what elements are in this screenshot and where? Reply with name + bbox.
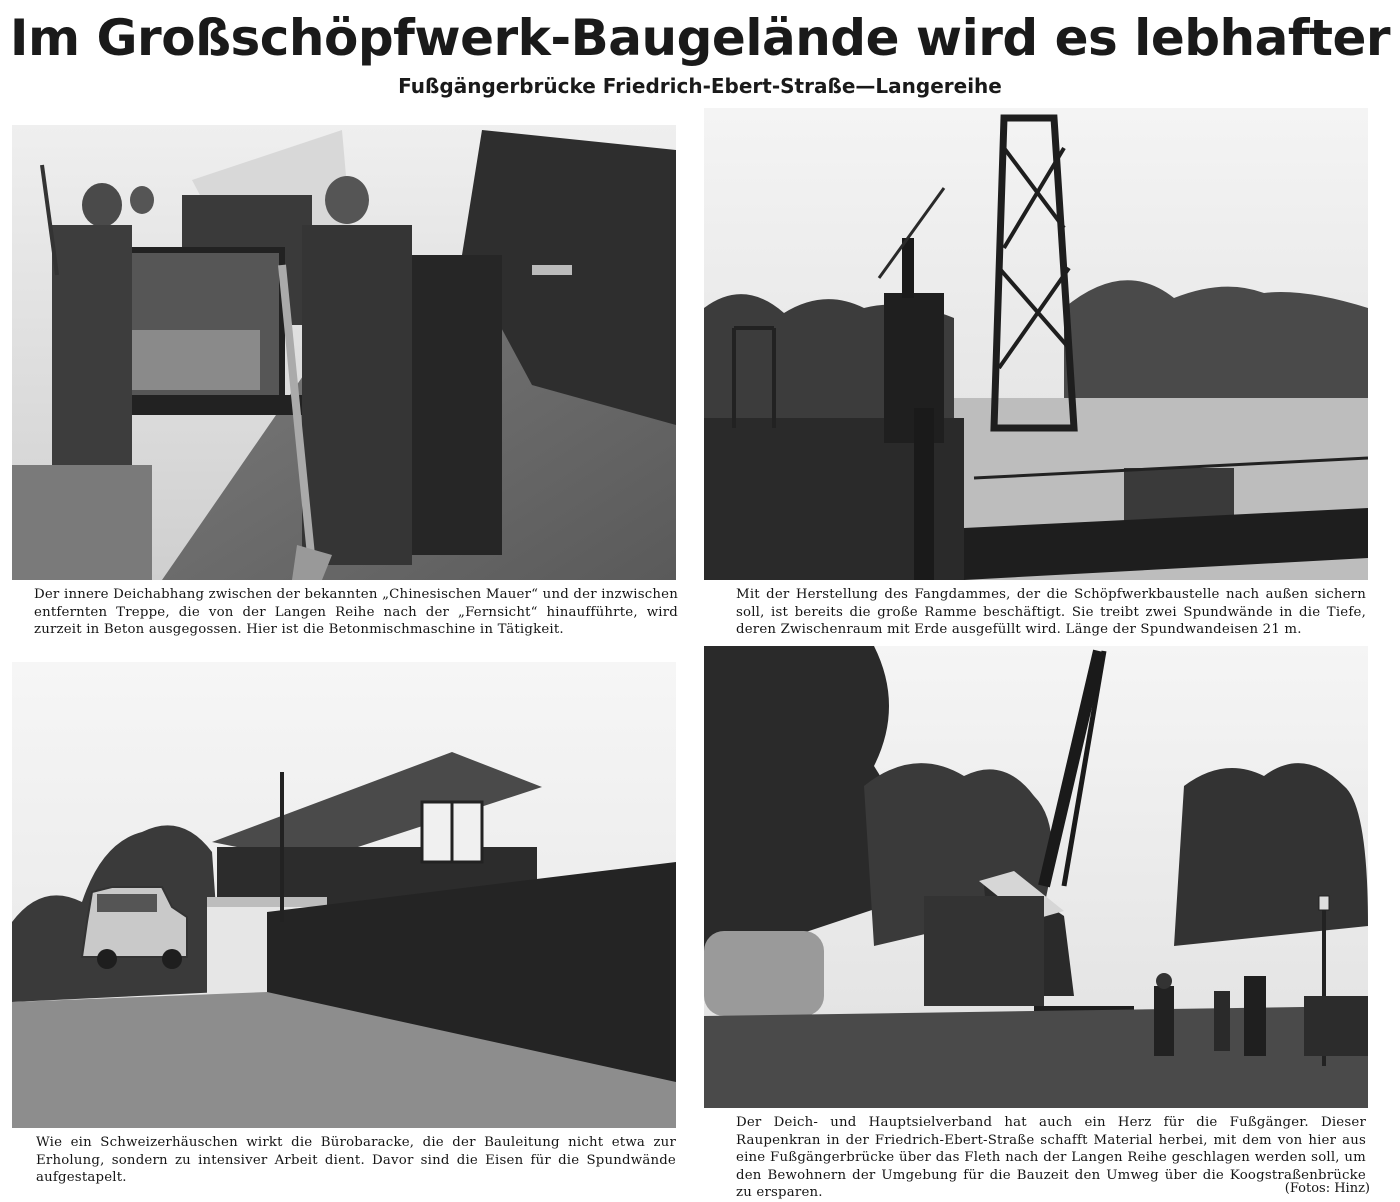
- photo-crawler-crane: [704, 646, 1368, 1108]
- caption-crawler-crane: Der Deich- und Hauptsielverband hat auch ein Herz für die Fußgänger. Dieser Raupenkran in der Friedrich-Ebert-Straße schafft Material herbei, mit dem von hier aus eine Fußgängerbrücke über das Fleth nach der Langen Reihe geschlagen werden soll, um den Bewohnern der Umgebung für die Bauzeit den Umweg über die Koogstraßenbrücke zu ersparen.: [736, 1115, 1366, 1200]
- photo-concrete-mixer: [12, 125, 676, 580]
- caption-pile-driver: Mit der Herstellung des Fangdammes, der die Schöpfwerkbaustelle nach außen sichern soll, ist bereits die große Ramme beschäftigt. Sie treibt zwei Spundwände in die Tiefe, deren Zwischenraum mit Erde ausgefüllt wird. Länge der Spundwandeisen 21 m.: [736, 587, 1366, 637]
- caption-concrete-mixer: Der innere Deichabhang zwischen der bekannten „Chinesischen Mauer“ und der inzwischen entfernten Treppe, die von der Langen Reihe nach der „Fernsicht“ hinaufführte, wird zurzeit in Beton ausgegossen. Hier ist die Betonmischmaschine in Tätigkeit.: [34, 587, 678, 637]
- photo-pile-driver: [704, 108, 1368, 580]
- photo-credit: (Fotos: Hinz): [1284, 1181, 1370, 1196]
- headline: Im Großschöpfwerk-Baugelände wird es lebhafter: [9, 9, 1391, 67]
- photo-office-barrack: [12, 662, 676, 1128]
- caption-office-barrack: Wie ein Schweizerhäuschen wirkt die Bürobaracke, die der Bauleitung nicht etwa zur Erholung, sondern zu intensiver Arbeit dient. Davor sind die Eisen für die Spundwände aufgestapelt.: [36, 1135, 676, 1185]
- subheadline: Fußgängerbrücke Friedrich-Ebert-Straße—Langereihe: [398, 74, 1002, 98]
